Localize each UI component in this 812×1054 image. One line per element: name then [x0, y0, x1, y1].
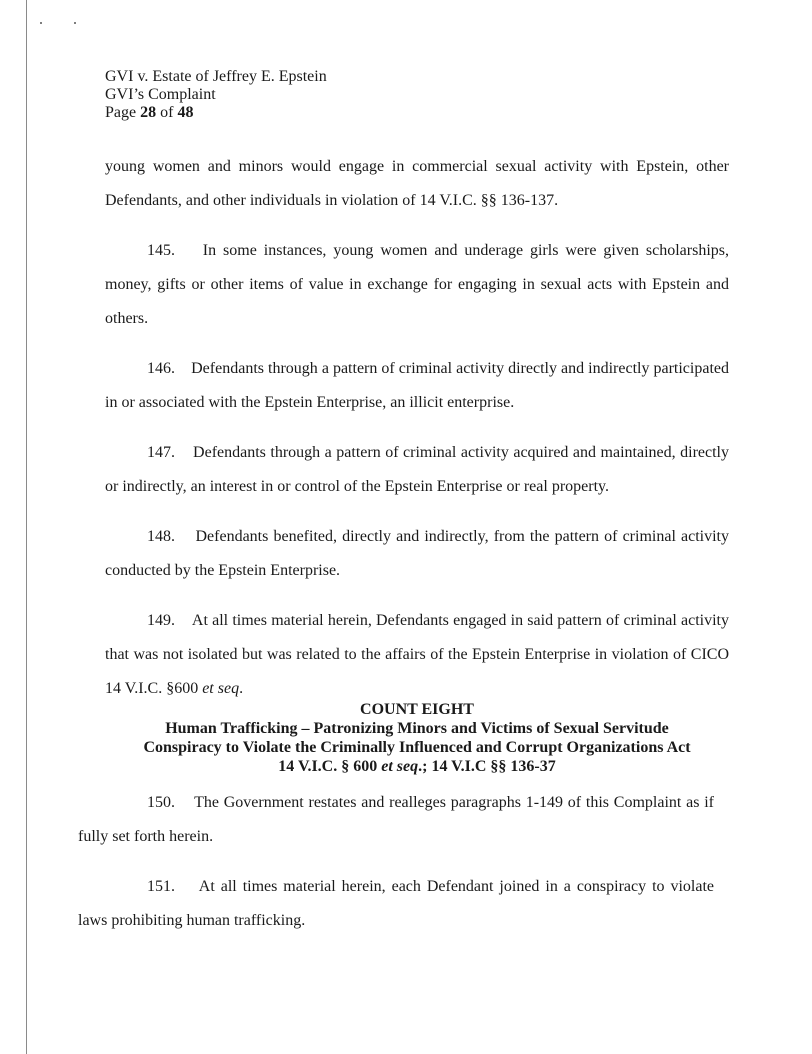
- complaint-body: [105, 150, 729, 722]
- page-indicator: Page 28 of 48: [105, 104, 194, 121]
- scan-speck: [74, 22, 76, 24]
- paragraph-number: 149.: [147, 612, 175, 629]
- page-total: 48: [177, 104, 194, 121]
- case-caption: GVI v. Estate of Jeffrey E. Epstein: [105, 68, 327, 85]
- left-margin-rule: [26, 0, 27, 1054]
- count-subtitle-3: 14 V.I.C. § 600 et seq.; 14 V.I.C §§ 136-37: [278, 758, 556, 775]
- paragraph-147: [105, 436, 729, 504]
- paragraph-150: [78, 786, 714, 854]
- paragraph-text: At all times material herein, each Defendant joined in a conspiracy to violate laws prohibiting human trafficking.: [78, 878, 714, 929]
- paragraph-number: 150.: [147, 794, 175, 811]
- paragraph-number: 145.: [147, 242, 175, 259]
- count-subtitle-1: Human Trafficking – Patronizing Minors and Victims of Sexual Servitude: [165, 720, 669, 737]
- paragraph-148: [105, 520, 729, 588]
- paragraph-146: [105, 352, 729, 420]
- document-title: GVI’s Complaint: [105, 86, 216, 103]
- paragraph-number: 148.: [147, 528, 175, 545]
- document-header: [105, 68, 327, 122]
- continued-paragraph: young women and minors would engage in commercial sexual activity with Epstein, other Defendants, and other individuals in violation of 14 V.I.C. §§ 136-137.: [105, 158, 729, 209]
- count-subtitle-2: Conspiracy to Violate the Criminally Influenced and Corrupt Organizations Act: [143, 739, 691, 756]
- paragraph-text: Defendants benefited, directly and indirectly, from the pattern of criminal activity conducted by the Epstein Enterprise.: [105, 528, 729, 579]
- count-title: COUNT EIGHT: [360, 701, 474, 718]
- paragraph-145: [105, 234, 729, 336]
- paragraph-number: 151.: [147, 878, 175, 895]
- paragraph-text: At all times material herein, Defendants engaged in said pattern of criminal activity that was not isolated but was related to the affairs of the Epstein Enterprise in violation of CICO 14 V.I.C. §600: [105, 612, 730, 697]
- paragraph-text: In some instances, young women and underage girls were given scholarships, money, gifts or other items of value in exchange for engaging in sexual acts with Epstein and others.: [105, 242, 729, 327]
- paragraph-151: [78, 870, 714, 938]
- count-heading: [100, 700, 734, 776]
- page-number: 28: [140, 104, 157, 121]
- latin-term: et seq: [202, 680, 240, 697]
- paragraph-number: 146.: [147, 360, 175, 377]
- complaint-body-continued: [78, 786, 714, 954]
- paragraph-149: 149. At all times material herein, Defendants engaged in said pattern of criminal activity that was not isolated but was related to the affairs of the Epstein Enterprise in violation of CICO 14 V.I.C. §600 et seq.: [105, 612, 730, 697]
- paragraph-number: 147.: [147, 444, 175, 461]
- paragraph-text: Defendants through a pattern of criminal activity acquired and maintained, directly or indirectly, an interest in or control of the Epstein Enterprise or real property.: [105, 444, 730, 495]
- paragraph-text: Defendants through a pattern of criminal activity directly and indirectly participated in or associated with the Epstein Enterprise, an illicit enterprise.: [105, 360, 730, 411]
- paragraph-text: The Government restates and realleges paragraphs 1-149 of this Complaint as if fully set forth herein.: [78, 794, 714, 845]
- scan-speck: [40, 22, 42, 24]
- latin-term: et seq: [381, 758, 419, 775]
